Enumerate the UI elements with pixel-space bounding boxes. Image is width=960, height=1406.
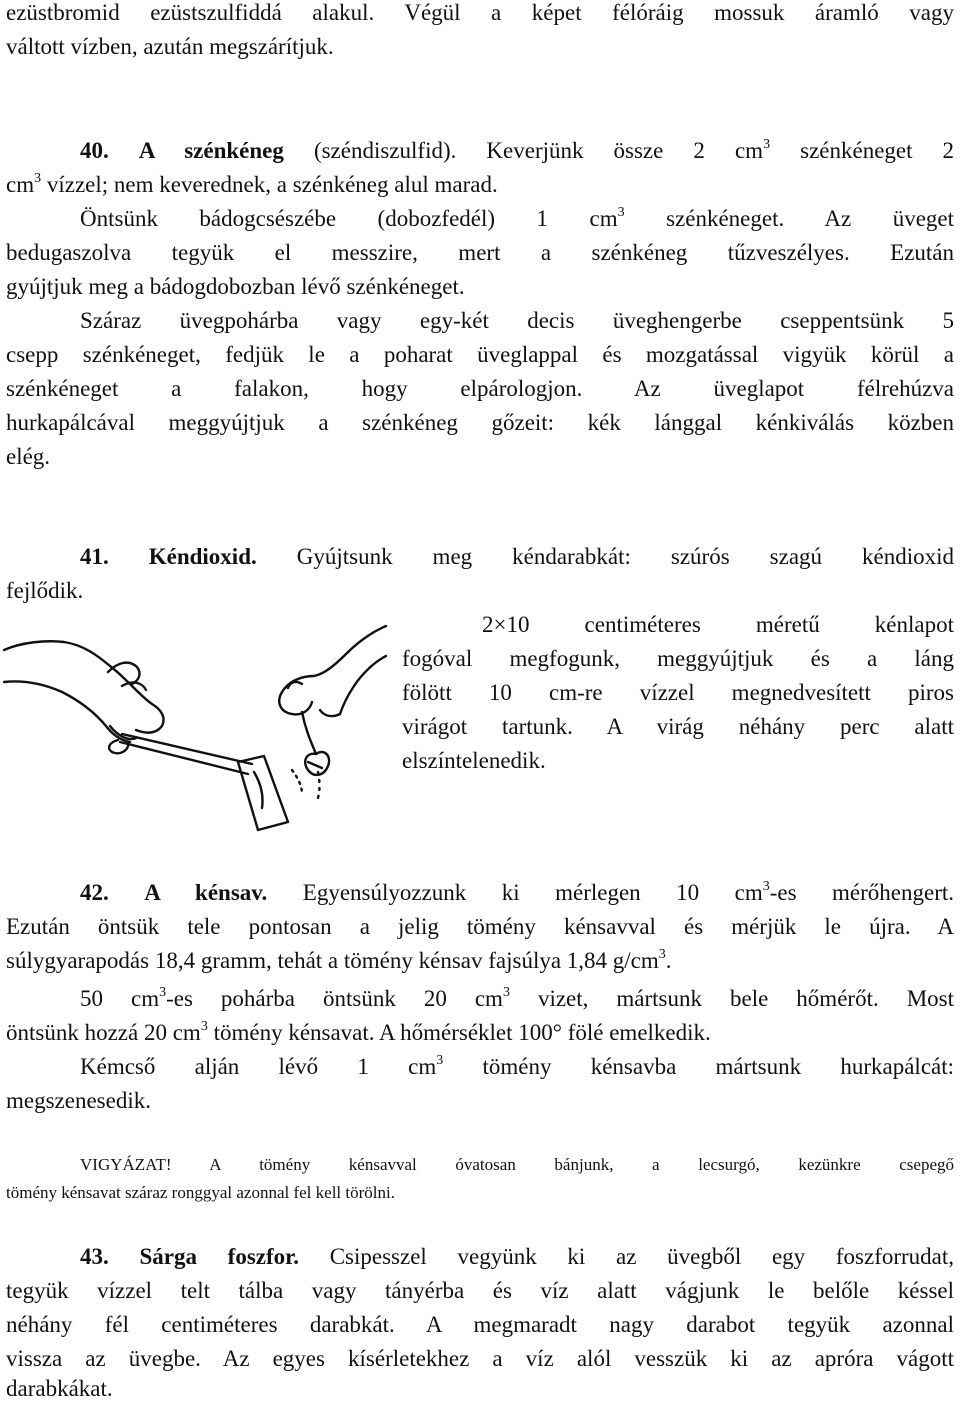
- text-span: vízzel; nem keverednek, a szénkéneg alul marad.: [46, 172, 498, 197]
- superscript: 3: [502, 985, 510, 1000]
- superscript: 3: [200, 1019, 208, 1034]
- section-41-line-2: fejlődik.: [6, 578, 84, 603]
- superscript: 3: [436, 1053, 444, 1068]
- section-40-line-5: gyújtjuk meg a bádogdobozban lévő szénkéneget.: [6, 274, 465, 299]
- text-span: -es pohárba öntsünk 20 cm: [166, 986, 503, 1011]
- section-43-line-4: vissza az üvegbe. Az egyes kísérletekhez a víz alól vesszük ki az apróra vágott: [6, 1346, 954, 1371]
- section-41-right-line-2: fogóval megfogunk, meggyújtjuk és a láng: [402, 646, 954, 671]
- section-43-line-2: tegyük vízzel telt tálba vagy tányérba és víz alatt vágjunk le belőle késsel: [6, 1278, 954, 1303]
- intro-line-1: ezüstbromid ezüstszulfiddá alakul. Végül a képet félóráig mossuk áramló vagy: [6, 0, 954, 25]
- intro-line-2: váltott vízben, azután megszárítjuk.: [6, 34, 334, 59]
- superscript: 3: [159, 985, 167, 1000]
- text-span: 50 cm: [80, 986, 160, 1011]
- hands-holding-sulfur-over-flower-illustration: [2, 622, 388, 844]
- section-40-number: 40.: [80, 138, 109, 163]
- text-span: Öntsünk bádogcsészébe (dobozfedél) 1 cm: [80, 206, 618, 231]
- section-43-text: Csipesszel vegyünk ki az üvegből egy foszforrudat,: [329, 1244, 955, 1269]
- superscript: 3: [617, 205, 625, 220]
- section-40-line-4: bedugaszolva tegyük el messzire, mert a szénkéneg tűzveszélyes. Ezután: [6, 240, 954, 265]
- section-41-number: 41.: [80, 544, 109, 569]
- section-40-heading-line: [80, 134, 954, 168]
- warning-text: A tömény kénsavval óvatosan bánjunk, a lecsurgó, kezünkre csepegő: [209, 1155, 954, 1174]
- text-span: Egyensúlyozzunk ki mérlegen 10 cm: [302, 880, 763, 905]
- warning-line-2: tömény kénsavat száraz ronggyal azonnal fel kell törölni.: [6, 1183, 395, 1202]
- text-span: Kémcső alján lévő 1 cm: [80, 1054, 437, 1079]
- section-42-line-4: [80, 982, 954, 1016]
- section-40-title: A szénkéneg: [138, 138, 284, 163]
- section-42-line-3: [6, 944, 954, 978]
- section-43-heading-line: [80, 1240, 954, 1274]
- text-span: -es mérőhengert.: [769, 880, 955, 905]
- section-42-heading-line: [80, 876, 954, 910]
- section-42-line-7: megszenesedik.: [6, 1088, 151, 1113]
- section-40-line-2: [6, 168, 954, 202]
- section-41-heading-line: [80, 540, 954, 574]
- section-43-number: 43.: [80, 1244, 109, 1269]
- text-span: szénkéneget. Az üveget: [666, 206, 955, 231]
- text-span: cm: [6, 172, 35, 197]
- text-span: tömény kénsavat. A hőmérséklet 100° fölé emelkedik.: [213, 1020, 711, 1045]
- section-40-line-6: Száraz üvegpohárba vagy egy-két decis üveghengerbe cseppentsünk 5: [80, 308, 954, 333]
- superscript: 3: [34, 171, 42, 186]
- warning-label: VIGYÁZAT!: [80, 1155, 172, 1174]
- section-40-line-9: hurkapálcával meggyújtjuk a szénkéneg gőzeit: kék lánggal kénkiválás közben: [6, 410, 954, 435]
- section-42-number: 42.: [80, 880, 109, 905]
- section-41-title: Kéndioxid.: [148, 544, 257, 569]
- section-41-right-line-4: virágot tartunk. A virág néhány perc alatt: [402, 714, 954, 739]
- warning-line-1: [80, 1152, 954, 1178]
- text-span: öntsünk hozzá 20 cm: [6, 1020, 201, 1045]
- superscript: 3: [762, 879, 770, 894]
- section-42-line-5: [6, 1016, 954, 1050]
- section-41-right-line-1: 2×10 centiméteres méretű kénlapot: [482, 612, 954, 637]
- superscript: 3: [658, 947, 666, 962]
- section-43-line-5: darabkákat.: [6, 1376, 113, 1401]
- section-42-line-2: Ezután öntsük tele pontosan a jelig tömény kénsavval és mérjük le újra. A: [6, 914, 954, 939]
- text-span: vizet, mártsunk bele hőmérőt. Most: [537, 986, 954, 1011]
- section-42-title: A kénsav.: [144, 880, 268, 905]
- section-42-line-6: [80, 1050, 954, 1084]
- section-40-text: szénkéneget 2: [800, 138, 955, 163]
- section-43-title: Sárga foszfor.: [139, 1244, 299, 1269]
- section-40-line-3: [80, 202, 954, 236]
- section-40-line-10: elég.: [6, 444, 51, 469]
- section-41-text: Gyújtsunk meg kéndarabkát: szúrós szagú kéndioxid: [296, 544, 954, 569]
- section-41-right-line-5: elszíntelenedik.: [402, 748, 546, 773]
- section-40-line-8: szénkéneget a falakon, hogy elpárologjon. Az üveglapot félrehúzva: [6, 376, 954, 401]
- section-41-right-line-3: fölött 10 cm-re vízzel megnedvesített piros: [402, 680, 954, 705]
- section-40-line-7: csepp szénkéneget, fedjük le a poharat üveglappal és mozgatással vigyük körül a: [6, 342, 954, 367]
- superscript: 3: [763, 137, 771, 152]
- text-span: tömény kénsavba mártsunk hurkapálcát:: [482, 1054, 955, 1079]
- text-span: súlygyarapodás 18,4 gramm, tehát a tömény kénsav fajsúlya 1,84 g/cm: [6, 948, 659, 973]
- section-40-text: (széndiszulfid). Keverjünk össze 2 cm: [313, 138, 764, 163]
- text-span: .: [665, 948, 672, 973]
- section-43-line-3: néhány fél centiméteres darabkát. A megmaradt nagy darabot tegyük azonnal: [6, 1312, 954, 1337]
